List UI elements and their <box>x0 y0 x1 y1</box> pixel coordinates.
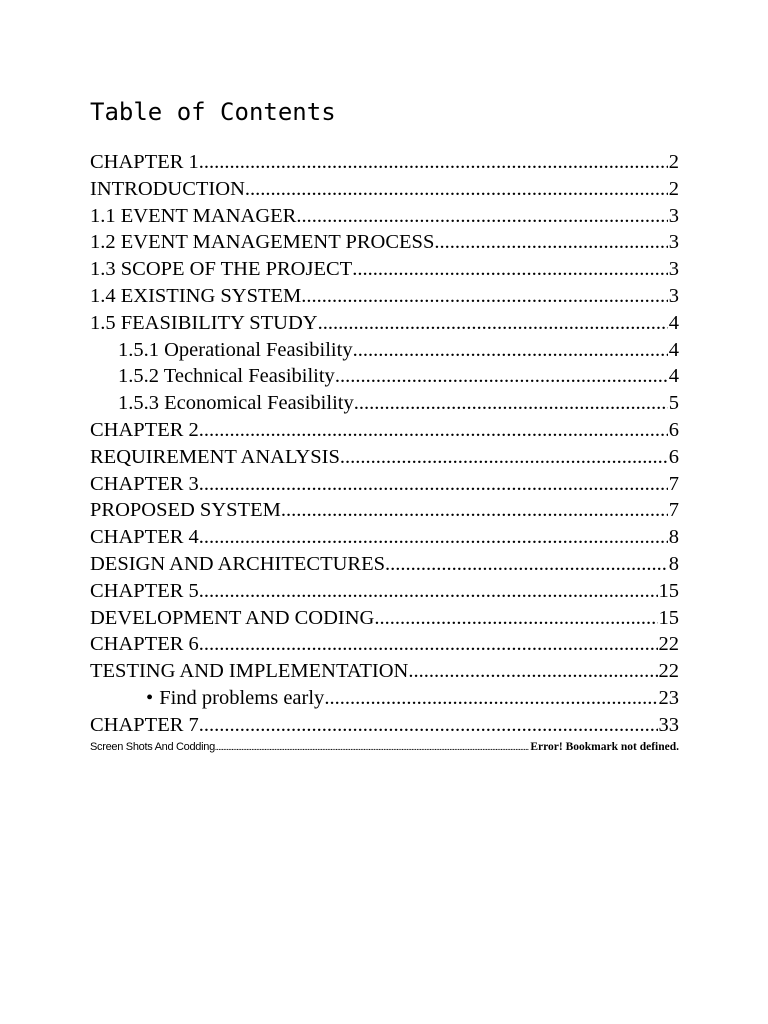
toc-entry-text: TESTING AND IMPLEMENTATION <box>90 660 409 683</box>
toc-entry-page: 6 <box>668 418 679 441</box>
toc-entry-text: Screen Shots And Codding <box>90 740 215 753</box>
toc-entry-text: 1.5.3 Economical Feasibility <box>118 392 354 415</box>
dot-leader <box>199 631 658 658</box>
dot-leader <box>296 203 667 230</box>
toc-entry-error-page: Error! Bookmark not defined. <box>530 740 679 753</box>
toc-entry-existing-system[interactable] <box>90 283 679 310</box>
toc-list <box>90 149 679 755</box>
toc-entry-design-and-architectures[interactable] <box>90 551 679 578</box>
toc-entry-page: 8 <box>668 526 679 549</box>
toc-entry-page: 22 <box>658 660 679 683</box>
toc-entry-development-and-coding[interactable] <box>90 605 679 632</box>
toc-entry-feasibility-study[interactable] <box>90 310 679 337</box>
dot-leader <box>354 390 668 417</box>
dot-leader <box>408 658 657 685</box>
dot-leader <box>245 176 668 203</box>
toc-entry-page: 2 <box>668 151 679 173</box>
toc-entry-chapter-3[interactable] <box>90 471 679 498</box>
dot-leader <box>335 363 668 390</box>
toc-entry-economical-feasibility[interactable] <box>90 390 679 417</box>
toc-entry-technical-feasibility[interactable] <box>90 363 679 390</box>
toc-entry-event-manager[interactable] <box>90 203 679 230</box>
toc-entry-screen-shots-and-codding[interactable] <box>90 739 679 755</box>
toc-entry-chapter-7[interactable] <box>90 712 679 739</box>
dot-leader <box>281 497 668 524</box>
toc-entry-text: 1.4 EXISTING SYSTEM <box>90 284 302 307</box>
dot-leader <box>340 444 668 471</box>
toc-entry-page: 7 <box>668 472 679 495</box>
toc-entry-text: 1.2 EVENT MANAGEMENT PROCESS <box>90 231 435 254</box>
toc-entry-text: 1.5 FEASIBILITY STUDY <box>90 311 318 334</box>
dot-leader <box>199 578 658 605</box>
toc-entry-scope-of-project[interactable] <box>90 256 679 283</box>
toc-entry-text: 1.3 SCOPE OF THE PROJECT <box>90 258 353 281</box>
toc-entry-text: 1.5.2 Technical Feasibility <box>118 365 335 388</box>
toc-entry-page: 2 <box>668 177 679 200</box>
toc-entry-page: 22 <box>658 633 679 656</box>
toc-entry-page: 4 <box>668 365 679 388</box>
dot-leader <box>199 149 668 176</box>
toc-entry-text: CHAPTER 3 <box>90 472 199 495</box>
dot-leader <box>301 283 667 310</box>
dot-leader <box>434 229 667 256</box>
toc-entry-page: 8 <box>668 552 679 575</box>
toc-entry-page: 4 <box>668 338 679 361</box>
toc-entry-text: CHAPTER 7 <box>90 713 199 736</box>
toc-entry-page: 3 <box>668 204 679 227</box>
toc-entry-page: 15 <box>658 606 679 629</box>
toc-entry-page: 5 <box>668 392 679 415</box>
dot-leader <box>374 605 657 632</box>
dot-leader <box>199 712 658 739</box>
toc-entry-text: PROPOSED SYSTEM <box>90 499 281 522</box>
toc-entry-chapter-2[interactable] <box>90 417 679 444</box>
dot-leader <box>215 739 529 755</box>
dot-leader <box>199 417 668 444</box>
toc-entry-text: 1.1 EVENT MANAGER <box>90 204 297 227</box>
toc-entry-chapter-5[interactable] <box>90 578 679 605</box>
toc-title: Table of Contents <box>90 98 336 126</box>
dot-leader <box>352 256 668 283</box>
toc-entry-page: 7 <box>668 499 679 522</box>
toc-entry-text: CHAPTER 5 <box>90 579 199 602</box>
toc-entry-text: REQUIREMENT ANALYSIS <box>90 445 340 468</box>
toc-entry-text: CHAPTER 4 <box>90 526 199 549</box>
toc-entry-operational-feasibility[interactable] <box>90 337 679 364</box>
toc-entry-testing-and-implementation[interactable] <box>90 658 679 685</box>
dot-leader <box>199 524 668 551</box>
toc-entry-page: 4 <box>668 311 679 334</box>
toc-entry-page: 3 <box>668 258 679 281</box>
toc-entry-chapter-6[interactable] <box>90 631 679 658</box>
toc-entry-text: Find problems early <box>159 686 325 709</box>
toc-entry-page: 33 <box>658 713 679 736</box>
toc-entry-text: CHAPTER 2 <box>90 418 199 441</box>
dot-leader <box>324 685 657 712</box>
toc-entry-page: 3 <box>668 231 679 254</box>
toc-entry-text: INTRODUCTION <box>90 177 245 200</box>
dot-leader <box>318 310 668 337</box>
toc-entry-introduction[interactable] <box>90 176 679 203</box>
toc-entry-page: 3 <box>668 284 679 307</box>
toc-entry-text: CHAPTER 1 <box>90 151 199 173</box>
toc-entry-page: 15 <box>658 579 679 602</box>
dot-leader <box>385 551 668 578</box>
toc-entry-find-problems-early[interactable] <box>90 685 679 712</box>
toc-entry-chapter-4[interactable] <box>90 524 679 551</box>
toc-entry-event-management-process[interactable] <box>90 229 679 256</box>
dot-leader <box>353 337 668 364</box>
toc-entry-chapter-1[interactable] <box>90 149 679 176</box>
toc-entry-text: DESIGN AND ARCHITECTURES <box>90 552 385 575</box>
toc-entry-text: DEVELOPMENT AND CODING <box>90 606 375 629</box>
toc-entry-text: CHAPTER 6 <box>90 633 199 656</box>
toc-entry-requirement-analysis[interactable] <box>90 444 679 471</box>
dot-leader <box>199 471 668 498</box>
toc-entry-page: 23 <box>658 686 679 709</box>
toc-entry-page: 6 <box>668 445 679 468</box>
toc-entry-text: 1.5.1 Operational Feasibility <box>118 338 353 361</box>
bullet-icon: • <box>146 686 154 709</box>
toc-entry-proposed-system[interactable] <box>90 497 679 524</box>
